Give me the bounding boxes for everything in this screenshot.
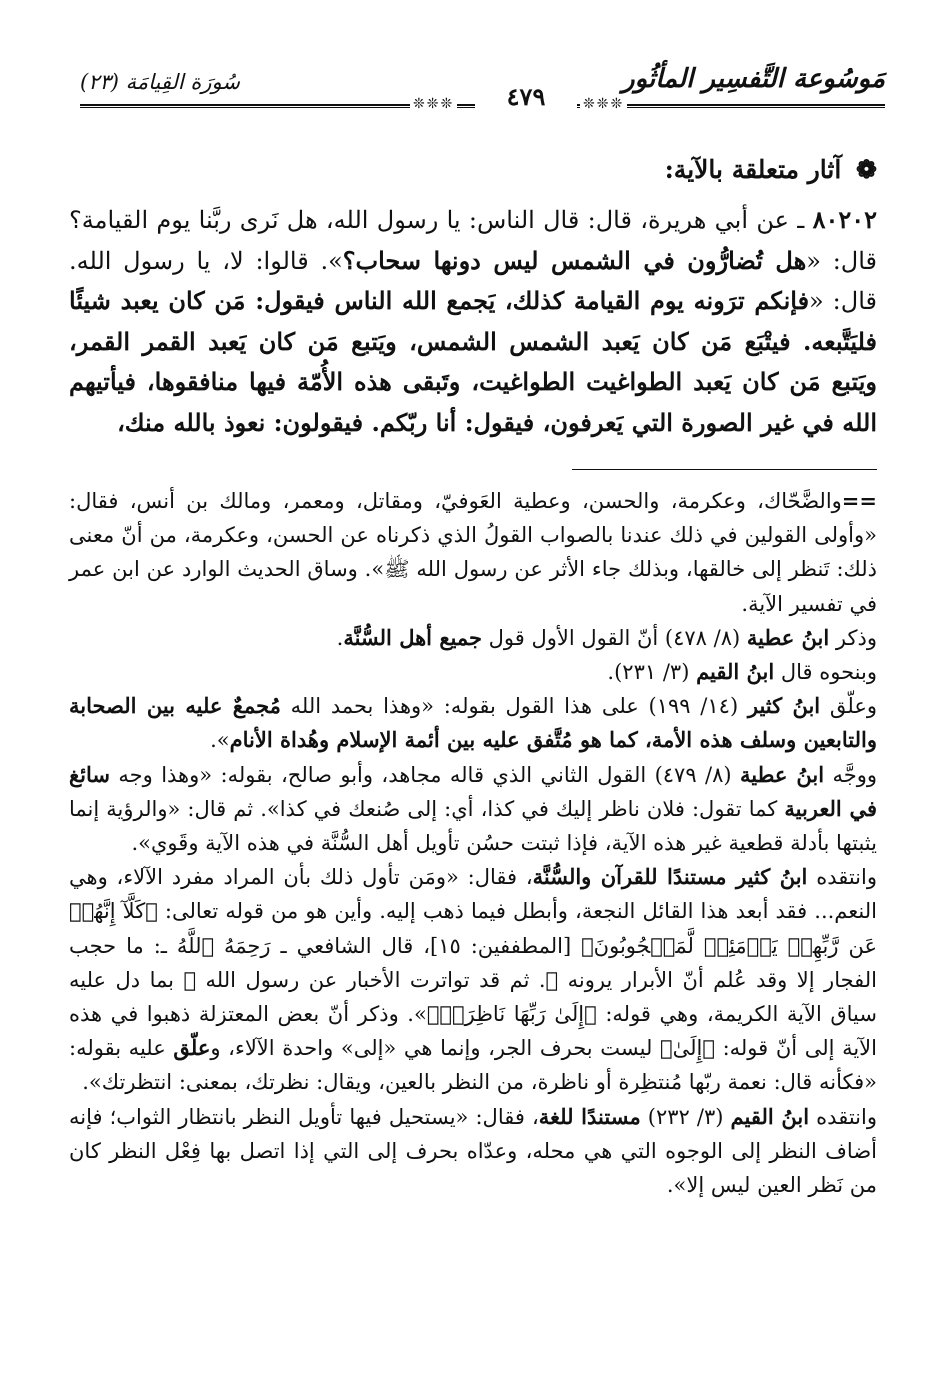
note-text: ، فقال: «يستحيل فيها تأويل النظر بانتظار الثواب؛ فإنه أضاف النظر إلى الوجوه التي هي محله، وعدّاه بحرف إلى التي إذا اتصل بها فِعْل النظر كان من نَظر العين ليس إلا».: [69, 1104, 877, 1198]
note-text: وعلّق: [820, 694, 877, 719]
note-text: ، فقال: «ومَن تأول ذلك بأن المراد مفرد الآلاء، وهي النعم... فقد أبعد هذا القائل النجعة، وأبطل فيما ذهب إليه. وأين هو من قوله تعالى: ﴿كَلَّآ إِنَّهُمۡ عَن رَّبِّهِمۡ يَوۡمَئِذٖ لَّمَحۡجُوبُونَ﴾ [المطففين: ١٥]، قال الشافعي ـ رَحِمَهُ ٱللَّهُ ـ: ما حجب الفجار إلا وقد عُلم أنّ الأبرار يرونه ﷻ. ثم قد تواترت الأخبار عن رسول الله ﷺ بما دل عليه سياق الآية الكريمة، وهي قوله: ﴿إِلَىٰ رَبِّهَا نَاظِرَةٞ﴾». وذكر أنّ بعض المعتزلة ذهبوا في هذه الآية إلى أنّ قوله: ﴿إِلَىٰ﴾ ليست بحرف الجر، وإنما هي «إلى» واحدة الآلاء، و: [69, 865, 877, 1061]
note-bold: ابنُ القيم: [696, 659, 775, 685]
hadith-seg-2: هل تُضارُّون في الشمس ليس دونها سحاب؟: [342, 245, 807, 275]
note-text: عليه بقوله: «فكأنه قال: نعمة ربّها مُنتظِرة أو ناظرة، من النظر بالعين، ويقال: نظرتك، بمعنى: انتظرتك».: [69, 1036, 877, 1095]
surah-name: سُورَة القِيامَة (٢٣): [80, 70, 240, 94]
note-paragraph: [69, 689, 877, 757]
note-bold: علّق: [173, 1035, 211, 1061]
note-text: ووجَّه: [824, 762, 877, 787]
note-paragraph: [69, 1100, 877, 1203]
note-text: وبنحوه قال: [774, 660, 877, 685]
note-bold: مُجمعٌ عليه بين الصحابة والتابعين وسلف هذه الأمة، كما هو مُتَّفق عليه بين أئمة الإسلام وهُداة الأنام: [69, 693, 877, 753]
note-text: ».: [210, 728, 230, 753]
note-text: والضَّحّاك، وعكرمة، والحسن، وعطية العَوفيّ، ومقاتل، ومعمر، ومالك بن أنس، فقال: «وأولى القولين في ذلك عندنا بالصواب القولُ الذي ذكرناه عن الحسن، وعكرمة، من أنّ معنى ذلك: تَنظر إلى خالقها، وبذلك جاء الأثر عن رسول الله ﷺ». وساق الحديث الوارد عن ابن عمر في تفسير الآية.: [69, 489, 877, 616]
note-bold: ابنُ عطية: [740, 761, 825, 787]
page-number: ٤٧٩: [475, 82, 577, 111]
note-bold: جميع أهل السُّنَّة: [343, 624, 482, 650]
section-title-text: آثار متعلقة بالآية:: [664, 155, 842, 184]
note-bold: ابنُ عطية: [746, 624, 830, 650]
hadith-seg-1: ـ عن أبي هريرة، قال: قال الناس: يا رسول الله، هل نَرى ربَّنا يوم القيامة؟ قال: «: [69, 206, 878, 275]
main-content: [69, 150, 877, 1202]
note-bold: سائغ في العربية: [69, 761, 877, 821]
running-header: [80, 60, 885, 120]
hadith-number: ٨٠٢٠٢: [812, 205, 878, 234]
note-text: كما تقول: فلان ناظر إليك في كذا، أي: إلى صُنعك في كذا». ثم قال: «والرؤية إنما يثبتها بأدلة قطعية غير هذه الآية، فإذا ثبتت حسُن تأويل أهل السُّنَّة في هذه الآية وقَوي».: [69, 796, 877, 856]
note-paragraph: [69, 860, 877, 1099]
note-text: .: [336, 625, 344, 650]
note-text: (٣/ ٢٣٢): [640, 1104, 731, 1129]
note-paragraph: [69, 484, 877, 621]
note-text: وانتقده: [809, 1104, 877, 1129]
note-text: (٨/ ٤٧٨) أنّ القول الأول قول: [481, 625, 747, 650]
note-paragraph: [69, 758, 877, 861]
note-bold: ابنُ كثير مستندًا للقرآن والسُّنَّة: [532, 864, 808, 890]
book-title: مَوسُوعة التَّفسِير المأثُور: [622, 64, 885, 94]
note-paragraph: [69, 655, 877, 689]
note-bold: مستندًا للغة: [538, 1103, 641, 1129]
note-bold: ابنُ كثير: [747, 693, 821, 719]
note-bold: ابنُ القيم: [730, 1103, 810, 1129]
continuation-mark: ==: [841, 488, 877, 513]
note-text: وانتقده: [807, 865, 877, 890]
ornament-left-icon: ❊❊❊: [410, 96, 457, 112]
note-text: وذكر: [829, 625, 877, 650]
flower-icon: ❁: [856, 155, 877, 184]
footnote-separator: [572, 469, 877, 470]
hadith-seg-4: فإنكم ترَونه يوم القيامة كذلك، يَجمع الله الناس فيقول: مَن كان يعبد شيئًا فليَتَّبعه. فيتْبَع مَن كان يَعبد الشمس الشمس، ويَتبع مَن كان يَعبد القمر القمر، ويَتبع مَن كان يَعبد الطواغيت الطواغيت، وتَبقى هذه الأُمّة فيها منافقوها، فيأتيهم الله في غير الصورة التي يَعرفون، فيقول: أنا ربّكم. فيقولون: نعوذ بالله منك،: [69, 286, 877, 437]
note-text: (١٤/ ١٩٩) على هذا القول بقوله: «وهذا بحمد الله: [280, 694, 748, 719]
section-title: [69, 150, 877, 190]
note-text: (٣/ ٢٣١).: [607, 660, 697, 685]
ornament-right-icon: ❊❊❊: [580, 96, 627, 112]
note-text: (٨/ ٤٧٩) القول الثاني الذي قاله مجاهد، وأبو صالح، بقوله: «وهذا وجه: [110, 762, 740, 787]
hadith-text: [69, 200, 877, 443]
hadith-seg-3: ». قالوا: لا، يا رسول الله. قال: «: [69, 246, 877, 315]
note-paragraph: [69, 621, 877, 655]
footnotes: [69, 484, 877, 1202]
